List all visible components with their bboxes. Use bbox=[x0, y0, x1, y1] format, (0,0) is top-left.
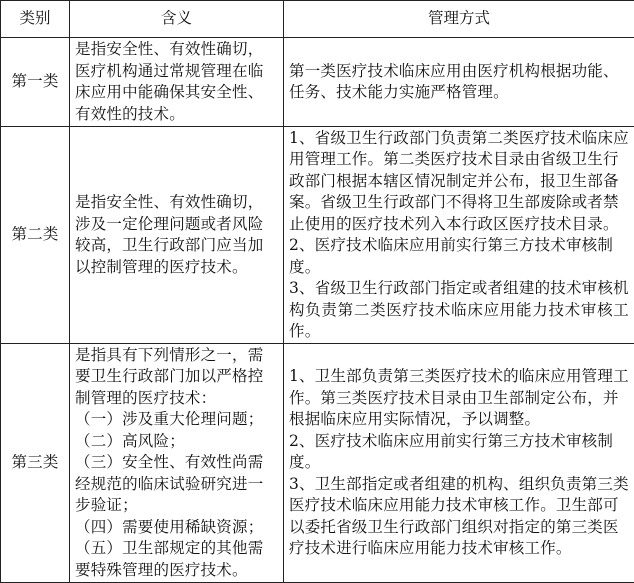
management-line: 1、省级卫生行政部门负责第二类医疗技术临床应 bbox=[289, 128, 629, 150]
management-line: 2、医疗技术临床应用前实行第三方技术审核制 bbox=[289, 235, 629, 257]
management-line: 用管理工作。第二类医疗技术目录由省级卫生行 bbox=[289, 149, 629, 171]
meaning-line: 步验证； bbox=[75, 495, 278, 517]
meaning-line: （一）涉及重大伦理问题； bbox=[75, 409, 278, 431]
category-cell: 第三类 bbox=[1, 344, 70, 583]
meaning-line: 经规范的临床试验研究进一 bbox=[75, 474, 278, 496]
management-line: 3、卫生部指定或者组建的机构、组织负责第三类 bbox=[289, 474, 629, 496]
management-line: 第一类医疗技术临床应用由医疗机构根据功能、 bbox=[289, 61, 629, 83]
category-cell: 第一类 bbox=[1, 38, 70, 127]
management-line: 根据临床应用实际情况，予以调整。 bbox=[289, 409, 629, 431]
meaning-line: 是指安全性、有效性确切， bbox=[75, 39, 278, 61]
management-line: 度。 bbox=[289, 452, 629, 474]
header-category: 类别 bbox=[1, 1, 70, 38]
management-cell bbox=[284, 38, 634, 127]
meaning-line: （二）高风险； bbox=[75, 431, 278, 453]
management-line: 任务、技术能力实施严格管理。 bbox=[289, 82, 629, 104]
meaning-line: （五）卫生部规定的其他需 bbox=[75, 538, 278, 560]
meaning-line: 是指安全性、有效性确切， bbox=[75, 192, 278, 214]
table-row bbox=[1, 38, 634, 127]
management-line: 政部门根据本辖区情况制定并公布，报卫生部备 bbox=[289, 171, 629, 193]
management-line: 案。省级卫生行政部门不得将卫生部废除或者禁 bbox=[289, 192, 629, 214]
table-row bbox=[1, 344, 634, 583]
management-line: 医疗技术临床应用能力技术审核工作。卫生部可 bbox=[289, 495, 629, 517]
management-line: 度。 bbox=[289, 257, 629, 279]
management-line: 以委托省级卫生行政部门组织对指定的第三类医 bbox=[289, 517, 629, 539]
management-line: 构负责第二类医疗技术临床应用能力技术审核工作。 bbox=[289, 300, 629, 343]
meaning-line: 要卫生行政部门加以严格控 bbox=[75, 366, 278, 388]
table-row bbox=[1, 127, 634, 344]
meaning-cell bbox=[70, 38, 284, 127]
meaning-line: （四）需要使用稀缺资源； bbox=[75, 517, 278, 539]
meaning-line: 较高，卫生行政部门应当加 bbox=[75, 235, 278, 257]
management-cell bbox=[284, 344, 634, 583]
management-line: 3、省级卫生行政部门指定或者组建的技术审核机 bbox=[289, 278, 629, 300]
meaning-line: 涉及一定伦理问题或者风险 bbox=[75, 214, 278, 236]
meaning-cell bbox=[70, 344, 284, 583]
meaning-line: 是指具有下列情形之一，需 bbox=[75, 345, 278, 367]
meaning-line: 以控制管理的医疗技术。 bbox=[75, 257, 278, 279]
meaning-line: （三）安全性、有效性尚需 bbox=[75, 452, 278, 474]
management-line: 止使用的医疗技术列入本行政区医疗技术目录。 bbox=[289, 214, 629, 236]
meaning-cell bbox=[70, 127, 284, 344]
meaning-line: 有效性的技术。 bbox=[75, 104, 278, 126]
meaning-line: 医疗机构通过常规管理在临 bbox=[75, 61, 278, 83]
management-line: 疗技术进行临床应用能力技术审核工作。 bbox=[289, 538, 629, 560]
management-line: 2、医疗技术临床应用前实行第三方技术审核制 bbox=[289, 431, 629, 453]
meaning-line: 制管理的医疗技术： bbox=[75, 388, 278, 410]
header-management: 管理方式 bbox=[284, 1, 634, 38]
category-cell: 第二类 bbox=[1, 127, 70, 344]
header-meaning: 含义 bbox=[70, 1, 284, 38]
header-row bbox=[1, 1, 634, 38]
management-line: 1、卫生部负责第三类医疗技术的临床应用管理工 bbox=[289, 366, 629, 388]
meaning-line: 要特殊管理的医疗技术。 bbox=[75, 560, 278, 582]
management-line: 作。第三类医疗技术目录由卫生部制定公布，并 bbox=[289, 388, 629, 410]
management-cell bbox=[284, 127, 634, 344]
meaning-line: 床应用中能确保其安全性、 bbox=[75, 82, 278, 104]
